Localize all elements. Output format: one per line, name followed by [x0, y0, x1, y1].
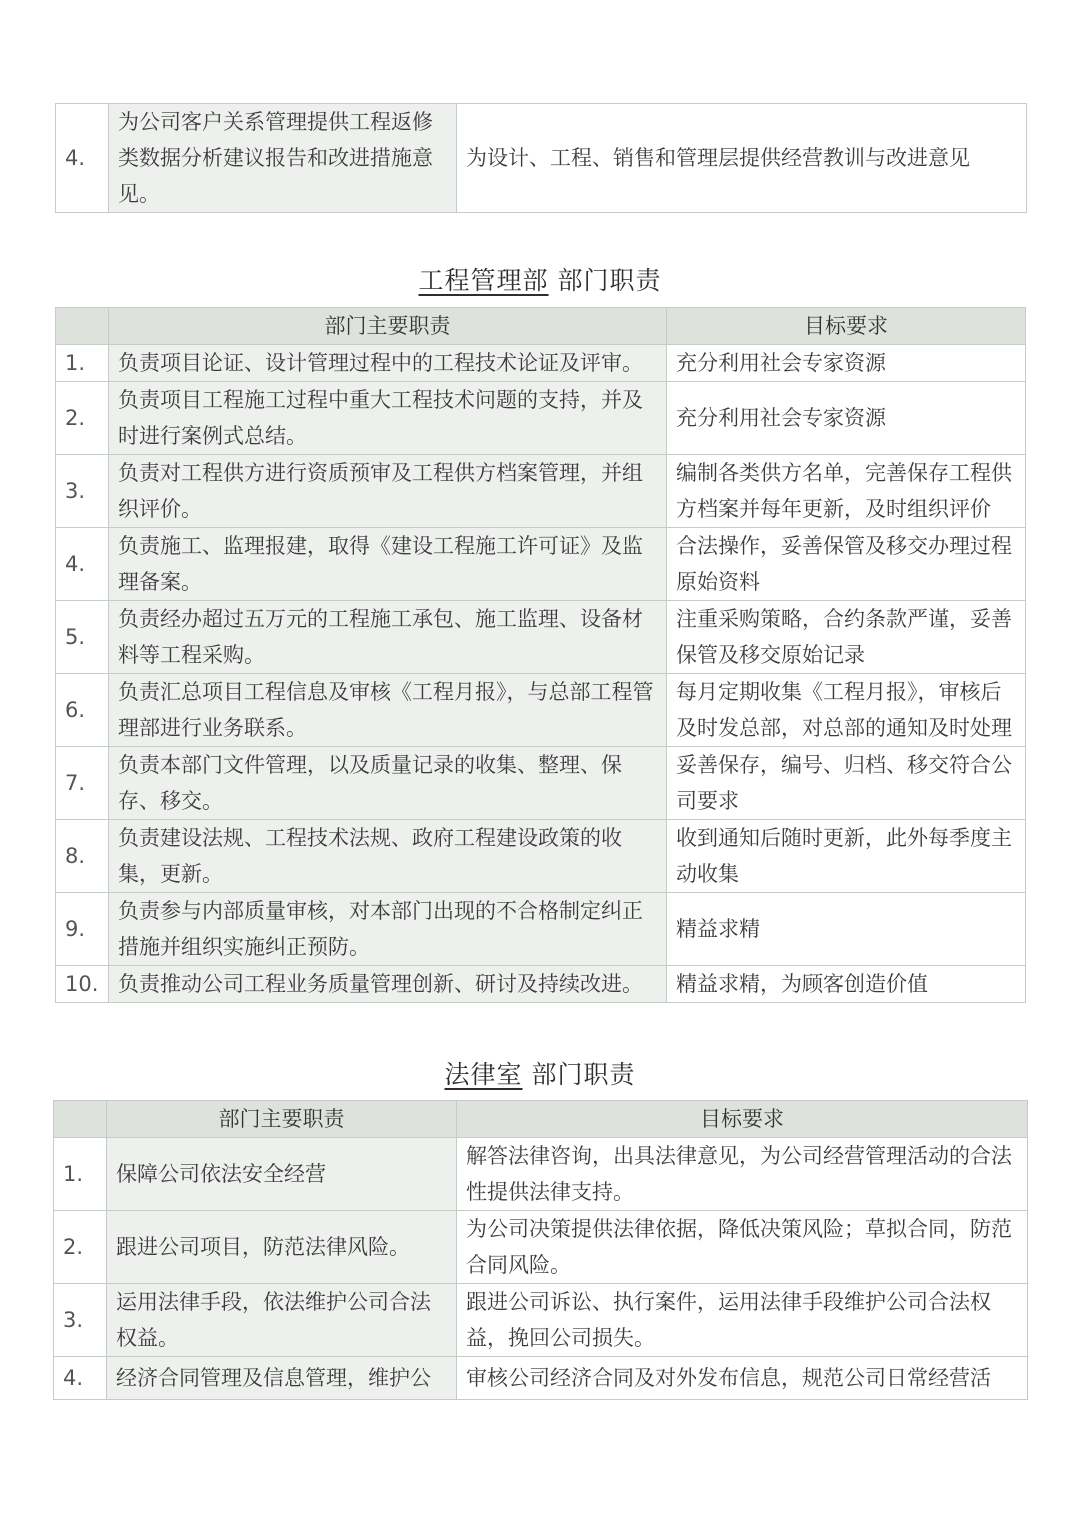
table-row [56, 674, 1026, 747]
legal-section-title [0, 1055, 1080, 1091]
target-cell: 跟进公司诉讼、执行案件，运用法律手段维护公司合法权益，挽回公司损失。 [457, 1284, 1028, 1357]
engineering-duties-table [55, 307, 1026, 1003]
target-cell: 收到通知后随时更新，此外每季度主动收集 [667, 820, 1026, 893]
legal-dept-name: 法律室 [444, 1060, 523, 1089]
table-row [56, 966, 1026, 1003]
target-cell: 注重采购策略，合约条款严谨，妥善保管及移交原始记录 [667, 601, 1026, 674]
target-cell: 充分利用社会专家资源 [667, 382, 1026, 455]
row-number: 6. [56, 674, 109, 747]
target-cell: 编制各类供方名单，完善保存工程供方档案并每年更新，及时组织评价 [667, 455, 1026, 528]
duty-cell: 负责建设法规、工程技术法规、政府工程建设政策的收集，更新。 [109, 820, 667, 893]
duty-cell: 负责经办超过五万元的工程施工承包、施工监理、设备材料等工程采购。 [109, 601, 667, 674]
top-continuation-table [55, 103, 1027, 213]
row-number: 3. [56, 455, 109, 528]
engineering-section-title [0, 261, 1080, 297]
table-row [56, 528, 1026, 601]
duty-cell: 负责项目工程施工过程中重大工程技术问题的支持，并及时进行案例式总结。 [109, 382, 667, 455]
duty-cell: 负责汇总项目工程信息及审核《工程月报》，与总部工程管理部进行业务联系。 [109, 674, 667, 747]
target-cell: 精益求精，为顾客创造价值 [667, 966, 1026, 1003]
table-row [54, 1357, 1028, 1400]
table-row [56, 382, 1026, 455]
duty-cell: 为公司客户关系管理提供工程返修类数据分析建议报告和改进措施意见。 [109, 104, 457, 213]
table-row [54, 1211, 1028, 1284]
table-row [56, 104, 1027, 213]
duty-cell: 负责项目论证、设计管理过程中的工程技术论证及评审。 [109, 345, 667, 382]
duty-cell: 跟进公司项目，防范法律风险。 [107, 1211, 457, 1284]
target-cell: 解答法律咨询，出具法律意见，为公司经营管理活动的合法性提供法律支持。 [457, 1138, 1028, 1211]
header-duty: 部门主要职责 [107, 1101, 457, 1138]
duty-cell: 负责对工程供方进行资质预审及工程供方档案管理，并组织评价。 [109, 455, 667, 528]
target-cell: 审核公司经济合同及对外发布信息，规范公司日常经营活 [457, 1357, 1028, 1400]
table-header-row [54, 1101, 1028, 1138]
header-number [54, 1101, 107, 1138]
row-number: 8. [56, 820, 109, 893]
row-number: 4. [56, 528, 109, 601]
table-row [54, 1284, 1028, 1357]
target-cell: 精益求精 [667, 893, 1026, 966]
row-number: 4. [54, 1357, 107, 1400]
row-number: 2. [56, 382, 109, 455]
table-row [54, 1138, 1028, 1211]
row-number: 3. [54, 1284, 107, 1357]
target-cell: 每月定期收集《工程月报》，审核后及时发总部，对总部的通知及时处理 [667, 674, 1026, 747]
header-duty: 部门主要职责 [109, 308, 667, 345]
row-number: 9. [56, 893, 109, 966]
duty-cell: 负责施工、监理报建，取得《建设工程施工许可证》及监理备案。 [109, 528, 667, 601]
engineering-title-suffix: 部门职责 [557, 266, 662, 295]
row-number: 4. [56, 104, 109, 213]
duty-cell: 负责本部门文件管理，以及质量记录的收集、整理、保存、移交。 [109, 747, 667, 820]
table-row [56, 747, 1026, 820]
row-number: 5. [56, 601, 109, 674]
target-cell: 妥善保存，编号、归档、移交符合公司要求 [667, 747, 1026, 820]
header-number [56, 308, 109, 345]
target-cell: 为公司决策提供法律依据，降低决策风险；草拟合同，防范合同风险。 [457, 1211, 1028, 1284]
duty-cell: 保障公司依法安全经营 [107, 1138, 457, 1211]
header-target: 目标要求 [457, 1101, 1028, 1138]
duty-cell: 负责参与内部质量审核，对本部门出现的不合格制定纠正措施并组织实施纠正预防。 [109, 893, 667, 966]
row-number: 7. [56, 747, 109, 820]
target-cell: 为设计、工程、销售和管理层提供经营教训与改进意见 [457, 104, 1027, 213]
legal-duties-table [53, 1100, 1028, 1400]
engineering-dept-name: 工程管理部 [418, 266, 549, 295]
duty-cell: 运用法律手段，依法维护公司合法权益。 [107, 1284, 457, 1357]
row-number: 1. [54, 1138, 107, 1211]
table-row [56, 820, 1026, 893]
target-cell: 充分利用社会专家资源 [667, 345, 1026, 382]
header-target: 目标要求 [667, 308, 1026, 345]
table-row [56, 601, 1026, 674]
table-header-row [56, 308, 1026, 345]
row-number: 2. [54, 1211, 107, 1284]
table-row [56, 345, 1026, 382]
table-row [56, 455, 1026, 528]
duty-cell: 负责推动公司工程业务质量管理创新、研讨及持续改进。 [109, 966, 667, 1003]
row-number: 10. [56, 966, 109, 1003]
duty-cell: 经济合同管理及信息管理，维护公 [107, 1357, 457, 1400]
table-row [56, 893, 1026, 966]
target-cell: 合法操作，妥善保管及移交办理过程原始资料 [667, 528, 1026, 601]
legal-title-suffix: 部门职责 [531, 1060, 636, 1089]
row-number: 1. [56, 345, 109, 382]
